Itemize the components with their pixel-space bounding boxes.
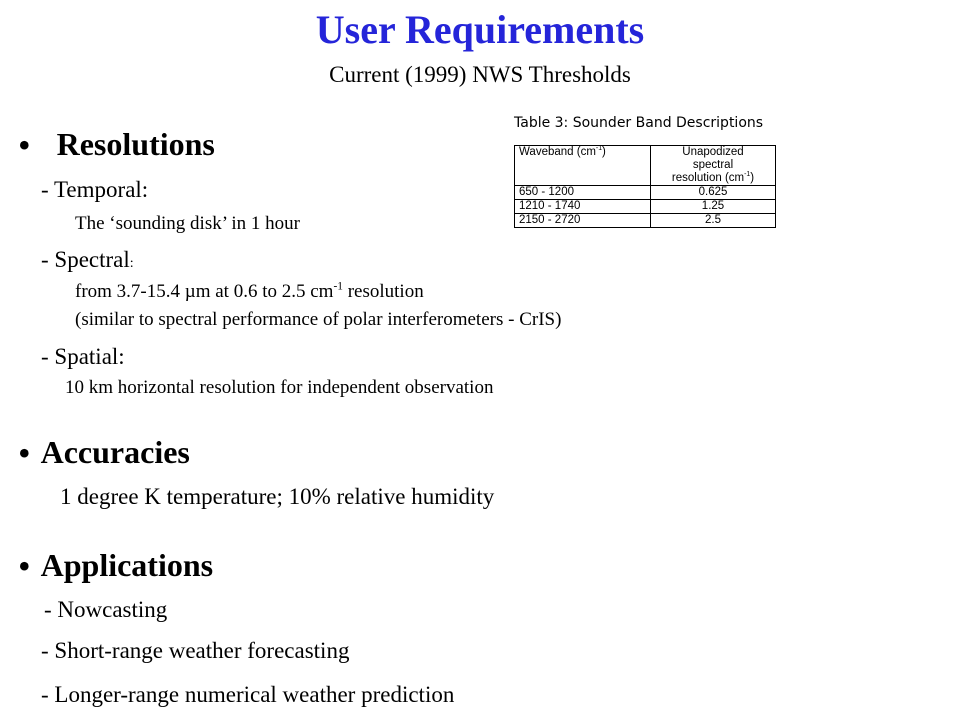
spectral-label-line <box>41 247 134 273</box>
sounder-band-table <box>514 145 776 228</box>
table-cell-band: 650 - 1200 <box>515 186 651 200</box>
table-cell-band: 1210 - 1740 <box>515 200 651 214</box>
spectral-text-b: resolution <box>342 281 424 302</box>
bullet-icon: • <box>18 432 31 473</box>
accuracies-text: 1 degree K temperature; 10% relative humidity <box>60 484 495 509</box>
page-title: User Requirements <box>315 7 645 52</box>
table-cell-resolution: 0.625 <box>651 186 776 200</box>
page-subtitle: Current (1999) NWS Thresholds <box>329 62 631 87</box>
accuracies-section <box>18 434 190 471</box>
temporal-text: The ‘sounding disk’ in 1 hour <box>75 213 300 234</box>
table-header-row <box>515 146 776 186</box>
spectral-text <box>75 281 424 303</box>
spectral-text-a: from 3.7-15.4 µm at 0.6 to 2.5 cm <box>75 281 334 302</box>
spectral-colon: : <box>129 256 134 271</box>
spectral-sup: -1 <box>333 280 343 293</box>
table-caption: Table 3: Sounder Band Descriptions <box>514 115 764 131</box>
application-item: - Longer-range numerical weather prediction <box>41 682 455 707</box>
accuracies-heading: Accuracies <box>40 434 190 470</box>
spectral-text2: (similar to spectral performance of polar interferometers - CrIS) <box>75 309 562 330</box>
spatial-text: 10 km horizontal resolution for independent observation <box>65 377 494 398</box>
resolutions-section <box>18 126 215 163</box>
temporal-label: - Temporal: <box>41 177 149 202</box>
table-header-resolution: Unapodized spectral resolution $(cm^{-1})$ <box>651 146 776 186</box>
spatial-label: - Spatial: <box>41 344 125 369</box>
table-header-waveband: Waveband $(cm^{-1})$ <box>515 146 651 186</box>
table-row <box>515 214 776 228</box>
applications-heading: Applications <box>40 547 214 583</box>
application-item: - Short-range weather forecasting <box>41 638 350 663</box>
table-row <box>515 200 776 214</box>
application-item: - Nowcasting <box>44 597 168 622</box>
table-row <box>515 186 776 200</box>
table-cell-resolution: 1.25 <box>651 200 776 214</box>
applications-section <box>18 547 213 584</box>
spectral-label: - Spectral <box>41 247 130 272</box>
table-cell-band: 2150 - 2720 <box>515 214 651 228</box>
resolutions-heading: Resolutions <box>56 126 215 162</box>
bullet-icon: • <box>18 124 31 165</box>
table-cell-resolution: 2.5 <box>651 214 776 228</box>
bullet-icon: • <box>18 545 31 586</box>
